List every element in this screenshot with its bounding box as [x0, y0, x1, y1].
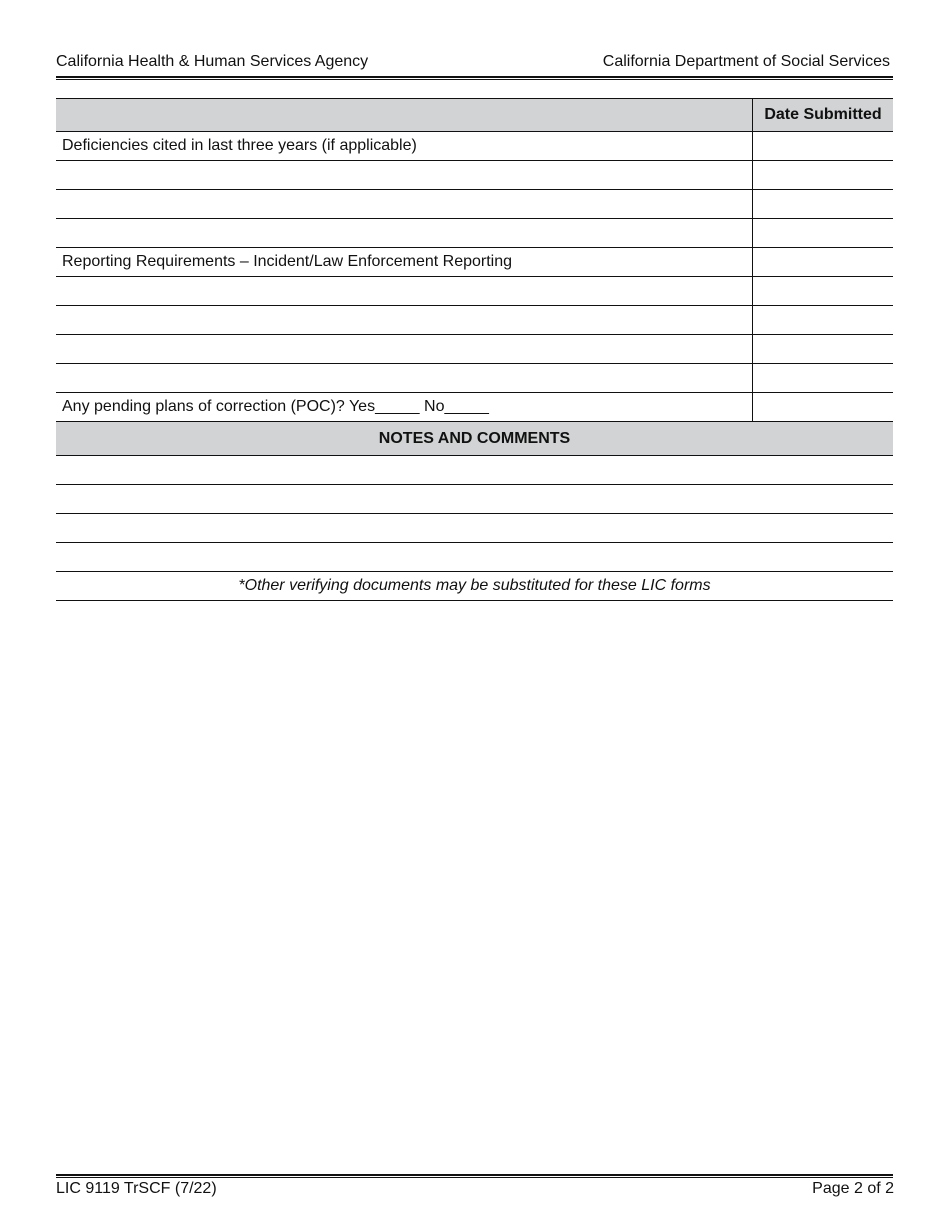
date-submitted-field[interactable]: [753, 364, 894, 393]
date-submitted-field[interactable]: [753, 277, 894, 306]
date-submitted-field[interactable]: [753, 132, 894, 161]
table-header-row: [56, 99, 893, 132]
date-submitted-field[interactable]: [753, 393, 894, 422]
page-number: Page 2 of 2: [812, 1180, 894, 1197]
notes-line: [56, 543, 893, 572]
notes-field[interactable]: [56, 456, 893, 485]
disclaimer-row: [56, 572, 893, 601]
table-row: [56, 335, 893, 364]
department-name: California Department of Social Services: [602, 53, 890, 70]
table-row: [56, 306, 893, 335]
notes-field[interactable]: [56, 485, 893, 514]
notes-field[interactable]: [56, 514, 893, 543]
row-label[interactable]: [56, 190, 753, 219]
date-submitted-field[interactable]: [753, 306, 894, 335]
table-row: [56, 132, 893, 161]
date-submitted-field[interactable]: [753, 190, 894, 219]
table-row: [56, 248, 893, 277]
header-blank-cell: [56, 99, 753, 132]
date-submitted-field[interactable]: [753, 219, 894, 248]
notes-field[interactable]: [56, 543, 893, 572]
agency-name: California Health & Human Services Agency: [56, 53, 369, 70]
table-row: [56, 219, 893, 248]
row-label: Any pending plans of correction (POC)? Yes_____ No_____: [56, 393, 753, 422]
row-label: Reporting Requirements – Incident/Law Enforcement Reporting: [56, 248, 753, 277]
row-label[interactable]: [56, 277, 753, 306]
notes-line: [56, 456, 893, 485]
notes-line: [56, 514, 893, 543]
row-label[interactable]: [56, 335, 753, 364]
form-id: LIC 9119 TrSCF (7/22): [56, 1180, 217, 1197]
notes-header: NOTES AND COMMENTS: [56, 422, 893, 456]
date-submitted-field[interactable]: [753, 335, 894, 364]
row-label[interactable]: [56, 219, 753, 248]
table-row: [56, 364, 893, 393]
deficiencies-table: [56, 98, 893, 601]
table-row: [56, 393, 893, 422]
notes-line: [56, 485, 893, 514]
table-row: [56, 277, 893, 306]
row-label[interactable]: [56, 364, 753, 393]
date-submitted-field[interactable]: [753, 161, 894, 190]
row-label[interactable]: [56, 306, 753, 335]
table-row: [56, 190, 893, 219]
footer-divider: [56, 1174, 893, 1178]
header-divider: [56, 76, 893, 80]
disclaimer-text: *Other verifying documents may be substituted for these LIC forms: [56, 572, 893, 601]
table-row: [56, 161, 893, 190]
notes-header-row: [56, 422, 893, 456]
row-label[interactable]: [56, 161, 753, 190]
row-label: Deficiencies cited in last three years (if applicable): [56, 132, 753, 161]
date-submitted-header: Date Submitted: [753, 99, 894, 132]
date-submitted-field[interactable]: [753, 248, 894, 277]
